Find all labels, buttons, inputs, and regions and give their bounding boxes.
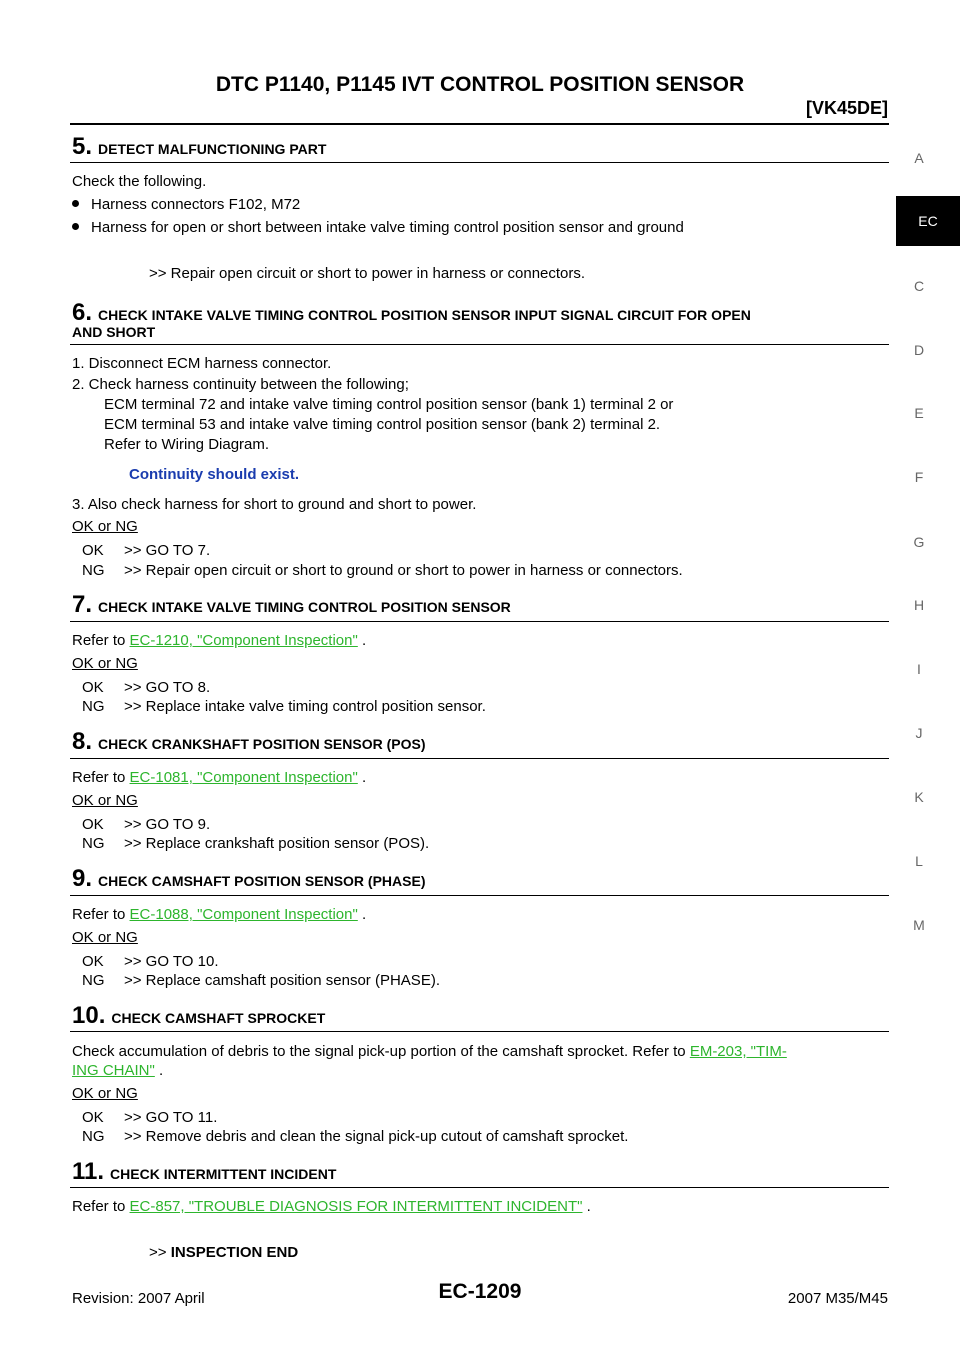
reference-link[interactable]: EC-857, "TROUBLE DIAGNOSIS FOR INTERMITTENT INCIDENT" [129, 1198, 583, 1215]
step-title: CHECK INTERMITTENT INCIDENT [110, 1166, 337, 1182]
instruction-line: 3. Also check harness for short to ground and short to power. [72, 496, 477, 513]
step-title: CHECK INTAKE VALVE TIMING CONTROL POSITION SENSOR INPUT SIGNAL CIRCUIT FOR OPEN [98, 307, 751, 323]
inspection-end: >> INSPECTION END [149, 1244, 299, 1261]
step-rule [70, 621, 889, 622]
step-title: CHECK CRANKSHAFT POSITION SENSOR (POS) [98, 736, 426, 752]
bullet-icon [72, 200, 79, 207]
step-number: 10. [72, 1002, 106, 1029]
ok-or-ng-label: OK or NG [72, 518, 138, 535]
ng-result: NG >> Replace camshaft position sensor (PHASE). [82, 972, 440, 989]
step-6-heading [72, 299, 751, 327]
step-number: 5. [72, 133, 93, 160]
reference-link[interactable]: EC-1210, "Component Inspection" [129, 632, 358, 649]
step-10-text: Check accumulation of debris to the signal pick-up portion of the camshaft sprocket. Refer to EM-203, "TIM- [72, 1043, 787, 1060]
index-tab-f[interactable]: F [914, 469, 924, 485]
ng-result: NG >> Replace crankshaft position sensor (POS). [82, 835, 430, 852]
ok-or-ng-label: OK or NG [72, 792, 138, 809]
revision-date: Revision: 2007 April [72, 1290, 205, 1307]
step-5-heading [72, 133, 326, 161]
bullet-item: Harness connectors F102, M72 [72, 196, 300, 213]
step-number: 9. [72, 865, 93, 892]
index-tab-d[interactable]: D [913, 342, 925, 358]
step-title: DETECT MALFUNCTIONING PART [98, 141, 327, 157]
ng-result: NG >> Replace intake valve timing control position sensor. [82, 698, 486, 715]
reference-line: Refer to EC-857, "TROUBLE DIAGNOSIS FOR INTERMITTENT INCIDENT" . [72, 1198, 591, 1215]
vehicle-model: 2007 M35/M45 [787, 1290, 888, 1307]
index-tab-k[interactable]: K [914, 789, 924, 805]
reference-link[interactable]: EC-1088, "Component Inspection" [129, 906, 358, 923]
step-rule [70, 1031, 889, 1032]
ok-result: OK >> GO TO 11. [82, 1109, 218, 1126]
reference-line: Refer to EC-1081, "Component Inspection" . [72, 769, 367, 786]
step-number: 8. [72, 728, 93, 755]
step-8-heading [72, 728, 425, 756]
reference-link[interactable]: ING CHAIN" [72, 1062, 155, 1079]
ng-result: NG >> Remove debris and clean the signal pick-up cutout of camshaft sprocket. [82, 1128, 629, 1145]
ok-result: OK >> GO TO 9. [82, 816, 211, 833]
ok-or-ng-label: OK or NG [72, 1085, 138, 1102]
instruction-line: ECM terminal 72 and intake valve timing control position sensor (bank 1) terminal 2 or [104, 396, 674, 413]
index-tab-e[interactable]: E [914, 405, 924, 421]
ok-result: OK >> GO TO 7. [82, 542, 211, 559]
step-title: CHECK CAMSHAFT SPROCKET [111, 1010, 326, 1026]
index-tab-i[interactable]: I [917, 661, 921, 677]
ok-result: OK >> GO TO 8. [82, 679, 211, 696]
page-number: EC-1209 [438, 1280, 522, 1303]
step-rule [70, 162, 889, 163]
instruction-line: ECM terminal 53 and intake valve timing control position sensor (bank 2) terminal 2. [104, 416, 661, 433]
index-tab-ec-active[interactable]: EC [896, 196, 960, 246]
step-11-heading [72, 1158, 336, 1186]
header-rule [70, 123, 889, 125]
engine-code: [VK45DE] [805, 98, 888, 118]
step-rule [70, 1187, 889, 1188]
index-tab-j[interactable]: J [915, 725, 923, 741]
reference-link[interactable]: EM-203, "TIM- [689, 1043, 787, 1060]
step-10-text-cont: ING CHAIN" . [72, 1062, 164, 1079]
step-5-intro: Check the following. [72, 173, 207, 190]
ok-or-ng-label: OK or NG [72, 655, 138, 672]
ok-or-ng-label: OK or NG [72, 929, 138, 946]
ng-result: NG >> Repair open circuit or short to ground or short to power in harness or connectors. [82, 562, 683, 579]
instruction-line: Refer to Wiring Diagram. [104, 436, 270, 453]
ok-result: OK >> GO TO 10. [82, 953, 219, 970]
step-rule [70, 758, 889, 759]
bullet-item: Harness for open or short between intake valve timing control position sensor and ground [72, 219, 684, 236]
instruction-line: 1. Disconnect ECM harness connector. [72, 355, 332, 372]
reference-line: Refer to EC-1210, "Component Inspection" . [72, 632, 367, 649]
step-9-heading [72, 865, 425, 893]
index-tab-c[interactable]: C [913, 278, 925, 294]
step-5-result: >> Repair open circuit or short to power in harness or connectors. [149, 265, 586, 282]
reference-line: Refer to EC-1088, "Component Inspection" . [72, 906, 367, 923]
step-number: 6. [72, 299, 93, 326]
index-tab-g[interactable]: G [913, 534, 925, 550]
instruction-line: 2. Check harness continuity between the following; [72, 376, 409, 393]
step-title: CHECK INTAKE VALVE TIMING CONTROL POSITION SENSOR [98, 599, 511, 615]
step-rule [70, 895, 889, 896]
index-tab-h[interactable]: H [913, 597, 925, 613]
step-10-heading [72, 1002, 325, 1030]
step-number: 11. [72, 1158, 105, 1185]
step-title: CHECK CAMSHAFT POSITION SENSOR (PHASE) [98, 873, 426, 889]
index-tab-m[interactable]: M [913, 917, 925, 933]
index-tab-a[interactable]: A [914, 150, 924, 166]
page-title: DTC P1140, P1145 IVT CONTROL POSITION SENSOR [215, 73, 745, 96]
reference-link[interactable]: EC-1081, "Component Inspection" [129, 769, 358, 786]
step-number: 7. [72, 591, 93, 618]
step-6-heading-cont: AND SHORT [72, 324, 156, 340]
step-rule [70, 344, 889, 345]
bullet-icon [72, 223, 79, 230]
step-7-heading [72, 591, 511, 619]
index-tab-l[interactable]: L [915, 853, 923, 869]
spec-note: Continuity should exist. [129, 466, 300, 483]
